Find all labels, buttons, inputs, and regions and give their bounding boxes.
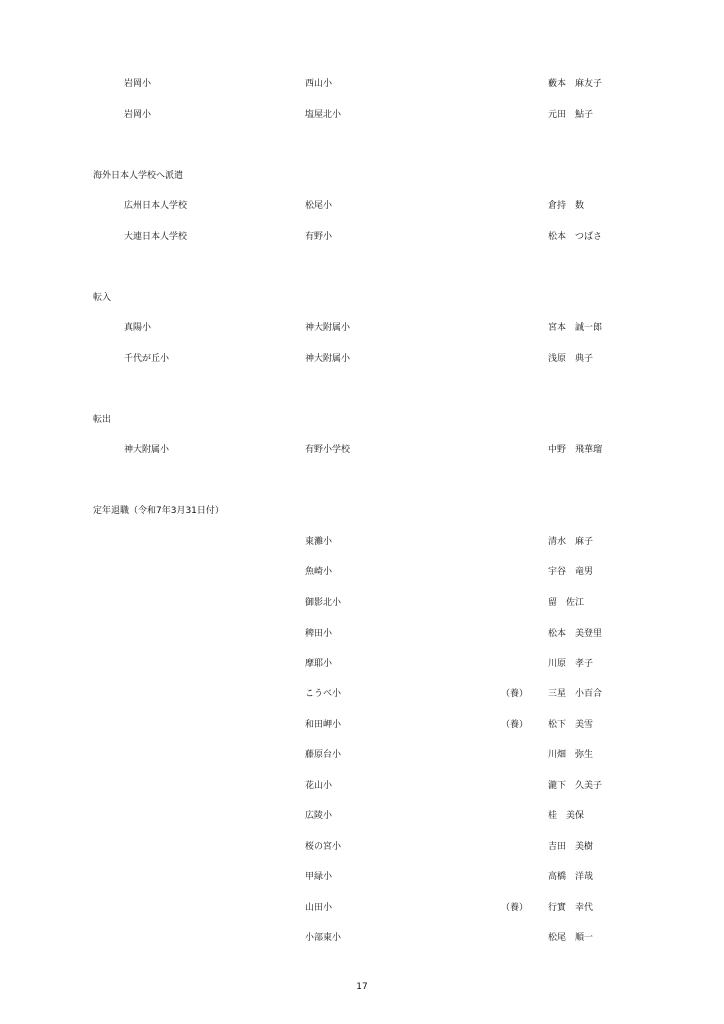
personnel-row: [0, 747, 724, 761]
to-school: こうべ小: [305, 689, 342, 699]
personnel-row: [0, 869, 724, 883]
role-note: （養）: [501, 689, 529, 699]
to-school: 御影北小: [305, 598, 342, 608]
person-name: 藪本 麻友子: [548, 79, 603, 89]
person-name: 松本 つばさ: [548, 232, 603, 242]
to-school: 塩屋北小: [305, 110, 342, 120]
from-school: 千代が丘小: [124, 354, 170, 364]
to-school: 和田岬小: [305, 720, 342, 730]
person-name: 松下 美雪: [548, 720, 594, 730]
person-name: 三星 小百合: [548, 689, 603, 699]
to-school: 山田小: [305, 903, 333, 913]
to-school: 摩耶小: [305, 659, 333, 669]
person-name: 倉持 数: [548, 201, 585, 211]
to-school: 花山小: [305, 781, 333, 791]
personnel-row: [0, 564, 724, 578]
from-school: 岩岡小: [124, 79, 152, 89]
personnel-row: [0, 778, 724, 792]
person-name: 松本 美登里: [548, 629, 603, 639]
page-number: 17: [356, 982, 368, 992]
to-school: 稗田小: [305, 629, 333, 639]
personnel-row: [0, 320, 724, 334]
person-name: 瀧下 久美子: [548, 781, 603, 791]
person-name: 川畑 弥生: [548, 750, 594, 760]
to-school: 小部東小: [305, 933, 342, 943]
section-heading: 海外日本人学校へ派遣: [93, 171, 184, 181]
to-school: 有野小: [305, 232, 333, 242]
section-heading: 転入: [93, 293, 112, 303]
personnel-row: [0, 76, 724, 90]
to-school: 藤原台小: [305, 750, 342, 760]
personnel-row: [0, 442, 724, 456]
personnel-row: [0, 107, 724, 121]
personnel-row: [0, 534, 724, 548]
section-heading: 転出: [93, 415, 112, 425]
person-name: 宇谷 竜男: [548, 567, 594, 577]
personnel-row: [0, 930, 724, 944]
to-school: 西山小: [305, 79, 333, 89]
personnel-row: [0, 198, 724, 212]
person-name: 高橋 洋哉: [548, 872, 594, 882]
person-name: 桂 美保: [548, 811, 585, 821]
personnel-row: [0, 808, 724, 822]
person-name: 川原 孝子: [548, 659, 594, 669]
person-name: 浅原 典子: [548, 354, 594, 364]
role-note: （養）: [501, 903, 529, 913]
from-school: 真陽小: [124, 323, 152, 333]
section-heading: 定年退職（令和7年3月31日付）: [93, 506, 224, 516]
personnel-row: [0, 626, 724, 640]
to-school: 東灘小: [305, 537, 333, 547]
to-school: 有野小学校: [305, 445, 351, 455]
person-name: 中野 飛華瑠: [548, 445, 603, 455]
person-name: 吉田 美樹: [548, 842, 594, 852]
person-name: 松尾 順一: [548, 933, 594, 943]
from-school: 岩岡小: [124, 110, 152, 120]
to-school: 魚崎小: [305, 567, 333, 577]
from-school: 神大附属小: [124, 445, 170, 455]
to-school: 神大附属小: [305, 323, 351, 333]
person-name: 宮本 誠一郎: [548, 323, 603, 333]
personnel-row: [0, 686, 724, 700]
person-name: 元田 鮎子: [548, 110, 594, 120]
to-school: 松尾小: [305, 201, 333, 211]
to-school: 甲緑小: [305, 872, 333, 882]
personnel-row: [0, 656, 724, 670]
personnel-row: [0, 229, 724, 243]
personnel-row: [0, 717, 724, 731]
personnel-row: [0, 595, 724, 609]
role-note: （養）: [501, 720, 529, 730]
person-name: 行實 幸代: [548, 903, 594, 913]
to-school: 桜の宮小: [305, 842, 342, 852]
person-name: 清水 麻子: [548, 537, 594, 547]
from-school: 大連日本人学校: [124, 232, 188, 242]
to-school: 広陵小: [305, 811, 333, 821]
from-school: 広州日本人学校: [124, 201, 188, 211]
personnel-row: [0, 839, 724, 853]
personnel-row: [0, 900, 724, 914]
personnel-row: [0, 351, 724, 365]
to-school: 神大附属小: [305, 354, 351, 364]
person-name: 留 佐江: [548, 598, 585, 608]
